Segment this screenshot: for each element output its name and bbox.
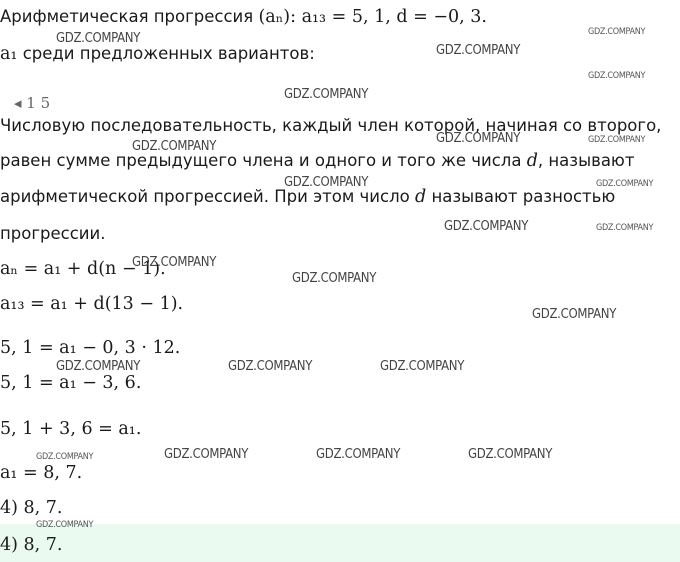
theory-var-d-2: d [414, 187, 427, 207]
watermark: GDZ.COMPANY [284, 87, 369, 102]
watermark: GDZ.COMPANY [436, 43, 521, 58]
solution-step-1: a₁₃ = a₁ + d(13 − 1). [0, 294, 184, 314]
solution-step-2: 5, 1 = a₁ − 0, 3 · 12. [0, 338, 181, 358]
watermark: GDZ.COMPANY [36, 520, 94, 530]
general-formula: aₙ = a₁ + d(n − 1). [0, 259, 166, 279]
watermark: GDZ.COMPANY [436, 131, 521, 146]
watermark: GDZ.COMPANY [588, 71, 646, 81]
question-math: a₁ [0, 44, 18, 64]
theory-line-4: прогрессии. [0, 224, 106, 243]
watermark: GDZ.COMPANY [380, 359, 465, 374]
watermark: GDZ.COMPANY [284, 175, 369, 190]
watermark: GDZ.COMPANY [164, 447, 249, 462]
theory-line-2-text: равен сумме предыдущего члена и одного и того же числа [0, 151, 522, 170]
solution-step-4: 5, 1 + 3, 6 = a₁. [0, 419, 142, 439]
solution-answer-line: 4) 8, 7. [0, 498, 63, 518]
theory-line-1: Числовую последовательность, каждый член которой, начиная со второго, [0, 116, 662, 135]
watermark: GDZ.COMPANY [56, 359, 141, 374]
watermark: GDZ.COMPANY [468, 447, 553, 462]
watermark: GDZ.COMPANY [56, 31, 141, 46]
watermark: GDZ.COMPANY [316, 447, 401, 462]
watermark: GDZ.COMPANY [228, 359, 313, 374]
watermark: GDZ.COMPANY [588, 27, 646, 37]
watermark: GDZ.COMPANY [132, 139, 217, 154]
watermark: GDZ.COMPANY [132, 255, 217, 270]
condition-math: (aₙ): a₁₃ = 5, 1, d = −0, 3. [258, 7, 487, 27]
watermark: GDZ.COMPANY [36, 452, 94, 462]
task-condition [0, 6, 487, 28]
condition-text: Арифметическая прогрессия [0, 7, 254, 26]
solution-step-3: 5, 1 = a₁ − 3, 6. [0, 373, 142, 393]
theory-var-d: d [526, 151, 538, 171]
theory-line-3-end: называют разностью [431, 187, 616, 206]
question-text: среди предложенных вариантов: [22, 44, 315, 63]
watermark: GDZ.COMPANY [588, 135, 646, 145]
partial-option-strip [0, 96, 90, 108]
task-question [0, 43, 315, 65]
watermark: GDZ.COMPANY [292, 271, 377, 286]
final-answer: 4) 8, 7. [0, 535, 63, 555]
watermark: GDZ.COMPANY [596, 223, 654, 233]
watermark: GDZ.COMPANY [444, 219, 529, 234]
answer-highlight [0, 524, 680, 562]
theory-line-3-text: арифметической прогрессией. При этом число [0, 187, 410, 206]
theory-line-2-end: , называют [537, 151, 635, 170]
theory-line-2 [0, 150, 634, 172]
watermark: GDZ.COMPANY [596, 179, 654, 189]
partial-option: ◂ 1 5 [14, 96, 51, 108]
solution-step-5: a₁ = 8, 7. [0, 463, 83, 483]
watermark: GDZ.COMPANY [532, 307, 617, 322]
